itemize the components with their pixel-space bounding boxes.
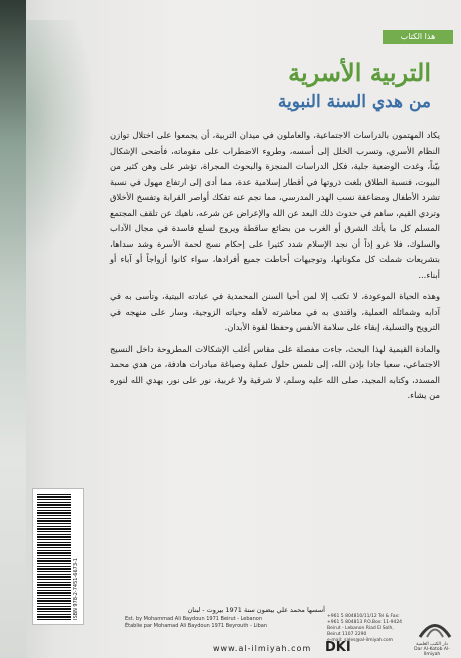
publisher-name-en: Dar Al-Kotob Al-Ilmiyah [414,647,450,657]
book-subtitle: من هدي السنة النبوية [277,92,431,112]
publisher-name [409,642,455,657]
series-tag: هذا الكتاب [383,30,453,44]
publisher-established-fr-line: Établie par Mohamad Ali Baydoun 1971 Beyrouth - Liban [125,622,268,629]
barcode [32,488,84,625]
book-title: التربية الأسرية [288,58,431,87]
blurb-paragraph: يكاد المهتمون بالدراسات الاجتماعية، والعاملون في ميدان التربية، أن يجمعوا على اختلال توازن النظام الأسري، وتسرب الخلل إلى أسسه، وطروء الاضطراب على مقوماته، فأضحى الإشكال بيّناً، وغدت الوضعية جلية، فكل الدراسات المنجزة والبحوث المجراة، تؤشر على وهن كثير من البيوت، فنسبة الطلاق بلغت ذروتها في أقطار إسلامية عدة، مما أدى إلى ارتفاع مهول في نسبة تشرد الأطفال ومضاعفة نسب الهدر المدرسي، مما نجم عنه تفكك أواصر القرابة وتفسخ الأخلاق وتردي القيم، ساهم في حدوث ذلك البعد عن الله والإعراض عن شرعه، ناهيك عن تلقف المجتمع المسلم كل ما يأتك الشرق أو الغرب من بضائع ساقطة ويروج لسلع فاسدة في مجال الآداب والسلوك، فلا غرو إذاً أن نجد الإسلام شدد كثيرا على إحكام نسج لحمة الأسرة وشد سداها، بتشريعات شملت كل مكوناتها، وتوجيهات أحاطت جميع أفرادها، سواء كانوا أزواجاً أو آباء أو أبناء... [110,130,440,280]
barcode-bars [37,493,71,620]
spine-gradient [0,0,26,658]
blurb-paragraph: وهذه الحياة الموعودة، لا تكتب إلا لمن أحيا السنن المحمدية في عبادته البيتية، وتأسى به في آدابه وشمائله العملية، واقتدى به في معاشرته لأهله وحياته الزوجية، وسار على منهجه في الترويح والتسلية، إبقاء على سلامة الأنفس وحفظا لقوة الأبدان. [110,291,440,332]
contact-lines: +961 5 804810/11/12 Tel & Fax: +961 5 804813 P.O.Box: 11-9424 Beirut - Lebanon Riad El Solh, Beirut 1107 2290 [327,614,403,637]
publisher-website: www.al-ilmiyah.com [213,644,312,653]
isbn-text: ISBN 978-2-7451-6673-1 [73,558,79,620]
contact-email: e-mail: sales@al-ilmiyah.com [327,638,394,643]
publisher-brand: DKI [325,640,351,655]
publisher-name-ar: دار الكتب العلمية [416,642,448,647]
publisher-info [85,606,455,657]
blurb-paragraph: والمادة القيمية لهذا البحث، جاءت مفصلة على مقاس أغلب الإشكالات المطروحة داخل النسيج الاجتماعي، سعيا جادا بإذن الله، إلى تلمس حلول عملية وصياغة مبادرات هادفة، من هدي محمد المسدد، وكتابه المجيد، صلى الله عليه وسلم، لا شرقية ولا غربية، نور على نور، يهدي الله لنوره من يشاء. [110,343,440,400]
decorative-wash [26,20,96,260]
publisher-established-ar: أسسها محمد علي بيضون سنة 1971 بيروت - لبنان [187,606,325,614]
publisher-logo-icon [415,612,455,642]
blurb-text [110,128,440,410]
publisher-established-en-line: Est. by Mohammad Ali Baydoun 1971 Beirut - Lebanon [125,616,262,622]
publisher-established-en [125,616,325,629]
